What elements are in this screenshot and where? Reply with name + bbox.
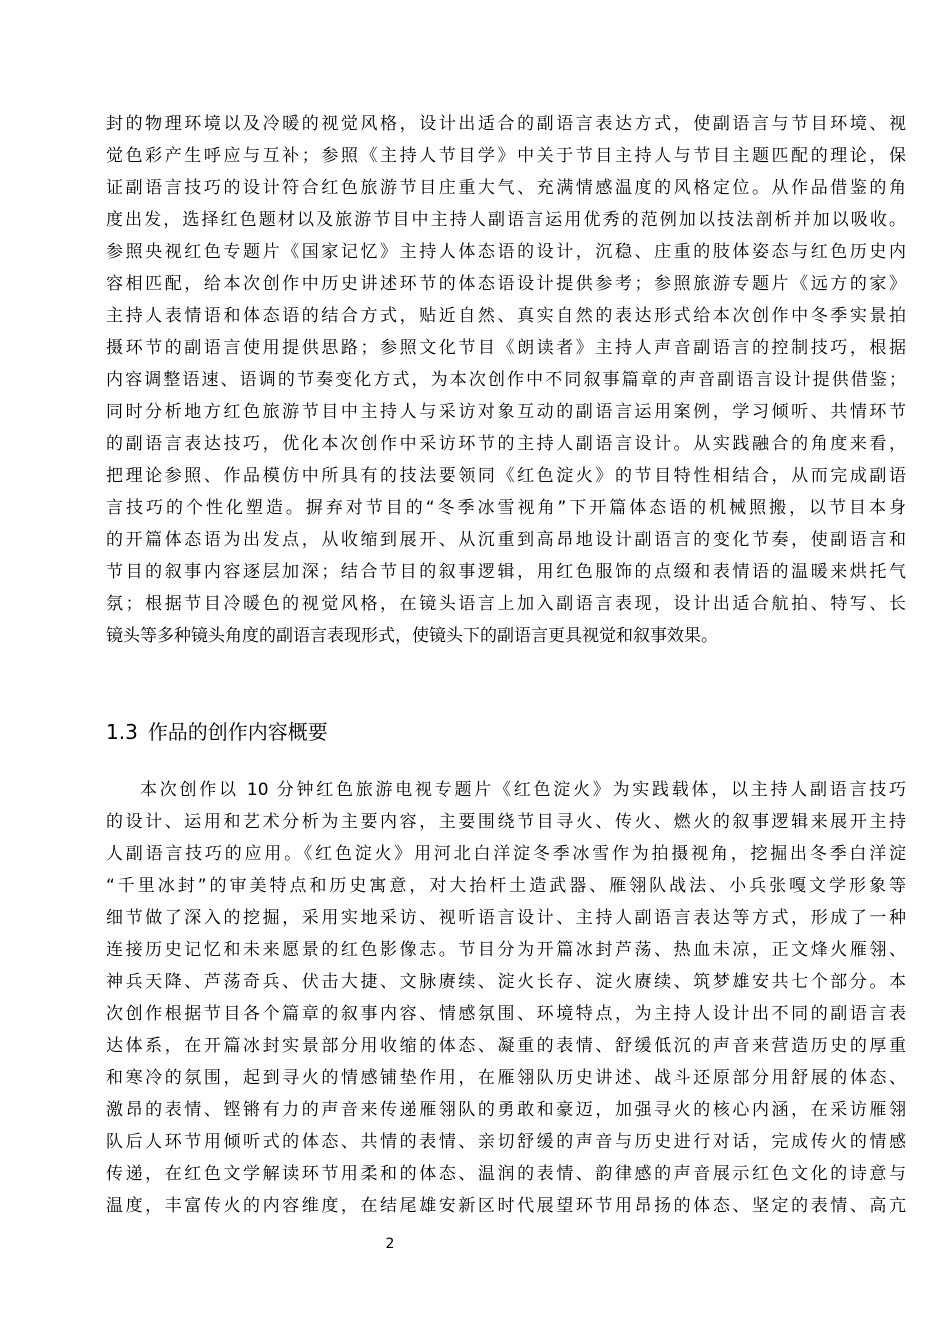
- text-line: 氛；根据节目冷暖色的视觉风格，在镜头语言上加入副语言表现，设计出适合航拍、特写、长: [106, 594, 906, 614]
- text-line: “千里冰封”的审美特点和历史寓意，对大抬杆土造武器、雁翎队战法、小兵张嘎文学形象等: [106, 876, 906, 896]
- text-line: 觉色彩产生呼应与互补；参照《主持人节目学》中关于节目主持人与节目主题匹配的理论，保: [106, 146, 906, 166]
- section-number: 1.3: [106, 720, 138, 744]
- text-line: 传递，在红色文学解读环节用柔和的体态、温润的表情、韵律感的声音展示红色文化的诗意与: [106, 1164, 906, 1184]
- text-line: 参照央视红色专题片《国家记忆》主持人体态语的设计，沉稳、庄重的肢体姿态与红色历史内: [106, 242, 906, 262]
- text-line: 的开篇体态语为出发点，从收缩到展开、从沉重到高昂地设计副语言的变化节奏，使副语言和: [106, 530, 906, 550]
- text-line: 封的物理环境以及冷暖的视觉风格，设计出适合的副语言表达方式，使副语言与节目环境、视: [106, 114, 906, 134]
- text-line: 队后人环节用倾听式的体态、共情的表情、亲切舒缓的声音与历史进行对话，完成传火的情感: [106, 1132, 906, 1152]
- section-heading: [106, 718, 328, 746]
- text-line: 内容调整语速、语调的节奏变化方式，为本次创作中不同叙事篇章的声音副语言设计提供借鉴；: [106, 370, 906, 390]
- text-line: 主持人表情语和体态语的结合方式，贴近自然、真实自然的表达形式给本次创作中冬季实景拍: [106, 306, 906, 326]
- text-line: 节目的叙事内容逐层加深；结合节目的叙事逻辑，用红色服饰的点缀和表情语的温暖来烘托气: [106, 562, 906, 582]
- text-line: 摄环节的副语言使用提供思路；参照文化节目《朗读者》主持人声音副语言的控制技巧，根据: [106, 338, 906, 358]
- text-line: 同时分析地方红色旅游节目中主持人与采访对象互动的副语言运用案例，学习倾听、共情环节: [106, 402, 906, 422]
- text-line: 本次创作以 10 分钟红色旅游电视专题片《红色淀火》为实践载体，以主持人副语言技巧: [140, 780, 906, 800]
- text-line: 度出发，选择红色题材以及旅游节目中主持人副语言运用优秀的范例加以技法剖析并加以吸收。: [106, 210, 906, 230]
- text-line: 言技巧的个性化塑造。摒弃对节目的“冬季冰雪视角”下开篇体态语的机械照搬，以节目本身: [106, 498, 906, 518]
- text-line: 激昂的表情、铿锵有力的声音来传递雁翎队的勇敢和豪迈，加强寻火的核心内涵，在采访雁翎: [106, 1100, 906, 1120]
- text-line: 人副语言技巧的应用。《红色淀火》用河北白洋淀冬季冰雪作为拍摄视角，挖掘出冬季白洋淀: [106, 844, 906, 864]
- text-line: 把理论参照、作品模仿中所具有的技法要领同《红色淀火》的节目特性相结合，从而完成副语: [106, 466, 906, 486]
- text-line: 连接历史记忆和未来愿景的红色影像志。节目分为开篇冰封芦荡、热血未凉，正文烽火雁翎、: [106, 940, 906, 960]
- text-line: 镜头等多种镜头角度的副语言表现形式，使镜头下的副语言更具视觉和叙事效果。: [106, 626, 718, 646]
- text-line: 细节做了深入的挖掘，采用实地采访、视听语言设计、主持人副语言表达等方式，形成了一种: [106, 908, 906, 928]
- text-line: 达体系，在开篇冰封实景部分用收缩的体态、凝重的表情、舒缓低沉的声音来营造历史的厚重: [106, 1036, 906, 1056]
- text-line: 的副语言表达技巧，优化本次创作中采访环节的主持人副语言设计。从实践融合的角度来看，: [106, 434, 906, 454]
- text-line: 容相匹配，给本次创作中历史讲述环节的体态语设计提供参考；参照旅游专题片《远方的家》: [106, 274, 906, 294]
- text-line: 证副语言技巧的设计符合红色旅游节目庄重大气、充满情感温度的风格定位。从作品借鉴的角: [106, 178, 906, 198]
- text-line: 神兵天降、芦荡奇兵、伏击大捷、文脉赓续、淀火长存、淀火赓续、筑梦雄安共七个部分。本: [106, 972, 906, 992]
- text-line: 次创作根据节目各个篇章的叙事内容、情感氛围、环境特点，为主持人设计出不同的副语言表: [106, 1004, 906, 1024]
- page-number: 2: [385, 1236, 395, 1252]
- section-title: 作品的创作内容概要: [147, 720, 328, 744]
- text-line: 和寒冷的氛围，起到寻火的情感铺垫作用，在雁翎队历史讲述、战斗还原部分用舒展的体态、: [106, 1068, 906, 1088]
- text-line: 的设计、运用和艺术分析为主要内容，主要围绕节目寻火、传火、燃火的叙事逻辑来展开主持: [106, 812, 906, 832]
- text-line: 温度，丰富传火的内容维度，在结尾雄安新区时代展望环节用昂扬的体态、坚定的表情、高亢: [106, 1196, 906, 1216]
